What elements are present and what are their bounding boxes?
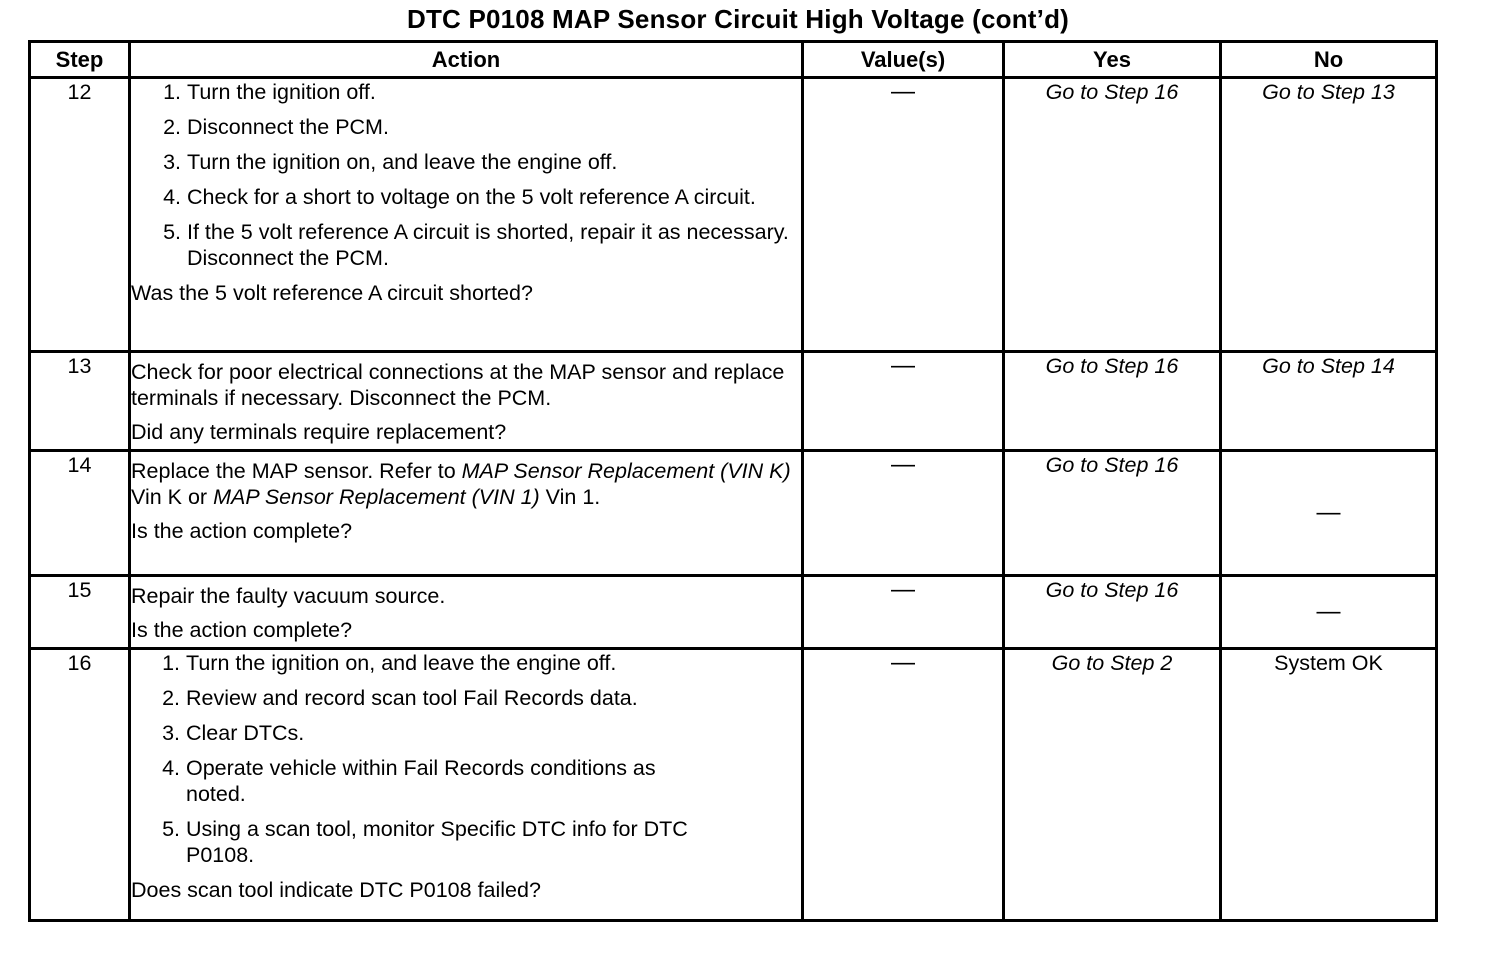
yes-result: Go to Step 16 <box>1004 352 1221 451</box>
column-header-no: No <box>1221 42 1437 78</box>
list-item: 1. Turn the ignition on, and leave the engine off. <box>186 650 801 676</box>
table-row-step-15 <box>30 576 1437 649</box>
step-question: Is the action complete? <box>131 618 353 642</box>
value-dash: — <box>891 576 915 603</box>
value-cell <box>803 576 1004 649</box>
yes-result: Go to Step 2 <box>1004 649 1221 921</box>
action-steps-list <box>131 650 801 868</box>
value-dash: — <box>891 78 915 105</box>
list-item: 2. Disconnect the PCM. <box>187 114 801 140</box>
action-cell <box>130 352 803 451</box>
step-number: 15 <box>30 576 130 649</box>
action-cell <box>130 451 803 576</box>
page-title: DTC P0108 MAP Sensor Circuit High Voltage (cont’d) <box>406 4 1070 34</box>
no-result: System OK <box>1221 649 1437 921</box>
list-item: 4. Check for a short to voltage on the 5 volt reference A circuit. <box>187 184 801 210</box>
value-cell <box>803 78 1004 352</box>
yes-result: Go to Step 16 <box>1004 78 1221 352</box>
no-result <box>1221 576 1437 649</box>
list-item: 2. Review and record scan tool Fail Records data. <box>186 685 801 711</box>
column-header-values: Value(s) <box>803 42 1004 78</box>
action-text-part: Replace the MAP sensor. Refer to <box>131 459 462 483</box>
action-text <box>131 458 801 510</box>
step-question: Is the action complete? <box>131 519 353 543</box>
action-text: Repair the faulty vacuum source. <box>131 584 446 608</box>
column-header-step: Step <box>30 42 130 78</box>
column-header-action: Action <box>130 42 803 78</box>
action-cell <box>130 649 803 921</box>
no-result: Go to Step 13 <box>1221 78 1437 352</box>
step-number: 14 <box>30 451 130 576</box>
reference-link-vin-1: MAP Sensor Replacement (VIN 1) <box>213 485 540 509</box>
value-cell <box>803 649 1004 921</box>
action-text-part: Vin K or <box>131 485 214 509</box>
table-row-step-14 <box>30 451 1437 576</box>
value-cell <box>803 352 1004 451</box>
value-dash: — <box>891 352 915 379</box>
value-cell <box>803 451 1004 576</box>
action-cell <box>130 78 803 352</box>
action-text-part: Vin 1. <box>539 485 601 509</box>
table-row-step-16 <box>30 649 1437 921</box>
reference-link-vin-k: MAP Sensor Replacement (VIN K) <box>461 459 791 483</box>
list-item: 5. Using a scan tool, monitor Specific DTC info for DTC P0108. <box>186 816 801 868</box>
list-item: 5. If the 5 volt reference A circuit is shorted, repair it as necessary. Disconnect the PCM. <box>187 219 801 271</box>
action-cell <box>130 576 803 649</box>
step-number: 13 <box>30 352 130 451</box>
value-dash: — <box>891 649 915 676</box>
table-row-step-12 <box>30 78 1437 352</box>
table-row-step-13 <box>30 352 1437 451</box>
step-question: Does scan tool indicate DTC P0108 failed? <box>131 878 541 902</box>
list-item: 4. Operate vehicle within Fail Records conditions as noted. <box>186 755 801 807</box>
list-item: 3. Turn the ignition on, and leave the engine off. <box>187 149 801 175</box>
list-item: 3. Clear DTCs. <box>186 720 801 746</box>
no-result: Go to Step 14 <box>1221 352 1437 451</box>
yes-result: Go to Step 16 <box>1004 451 1221 576</box>
action-text: Check for poor electrical connections at the MAP sensor and replace terminals if necessary. Disconnect the PCM. <box>131 360 785 410</box>
diagnostic-table <box>28 40 1438 922</box>
yes-result: Go to Step 16 <box>1004 576 1221 649</box>
step-number: 16 <box>30 649 130 921</box>
no-dash: — <box>1316 499 1341 526</box>
action-steps-list <box>131 79 801 271</box>
value-dash: — <box>891 451 915 478</box>
list-item: 1. Turn the ignition off. <box>187 79 801 105</box>
column-header-yes: Yes <box>1004 42 1221 78</box>
no-dash: — <box>1316 598 1341 625</box>
no-result <box>1221 451 1437 576</box>
step-number: 12 <box>30 78 130 352</box>
step-question: Did any terminals require replacement? <box>131 420 507 444</box>
step-question: Was the 5 volt reference A circuit shorted? <box>131 281 533 305</box>
header-row <box>30 42 1437 78</box>
